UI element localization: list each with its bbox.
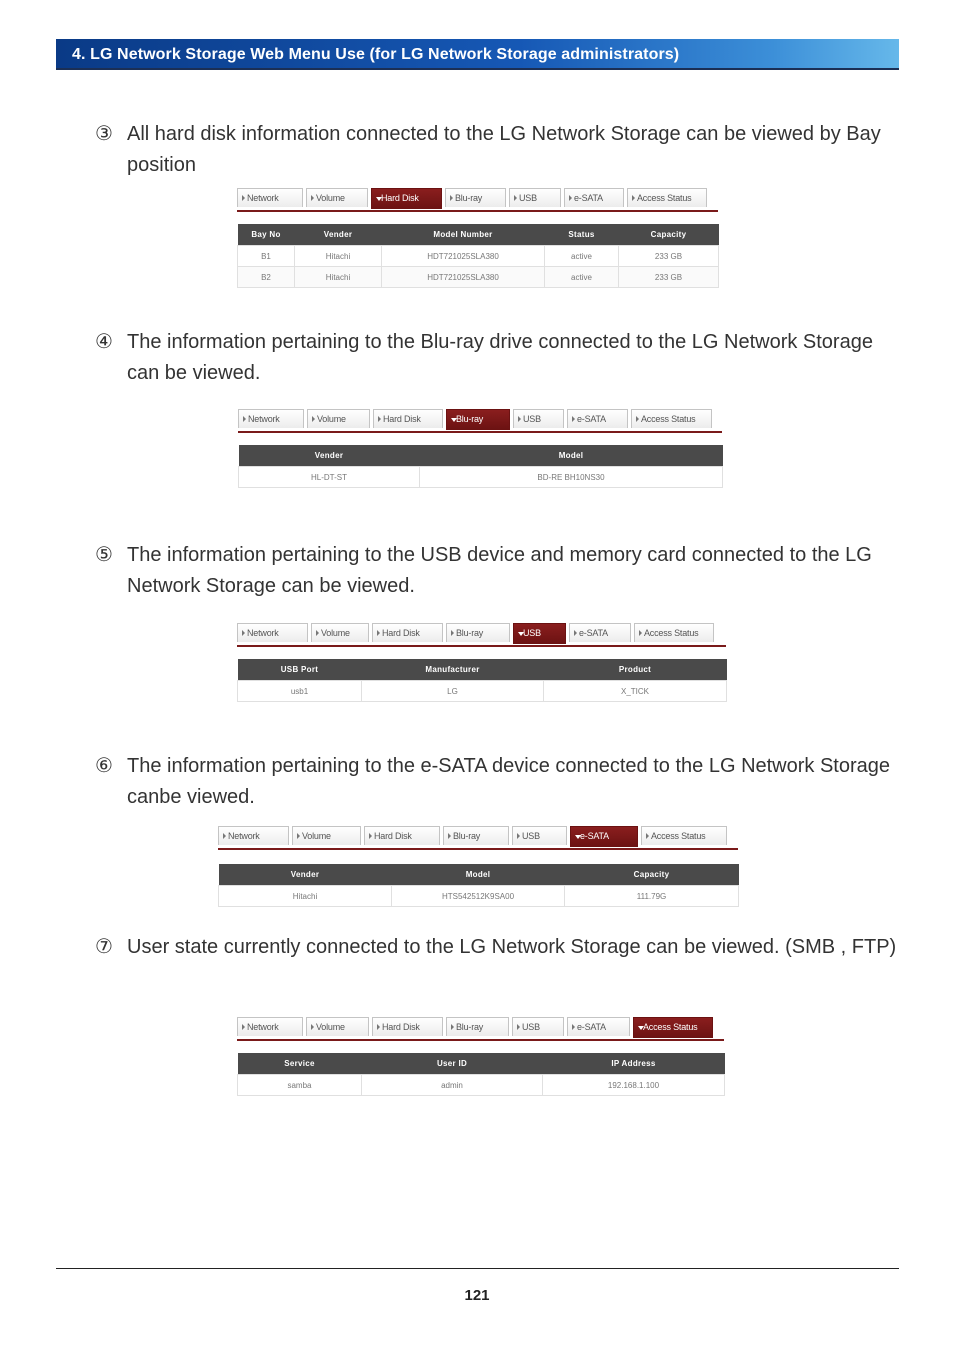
section-4 <box>95 327 905 389</box>
tab-bar <box>237 623 726 647</box>
section-number: ⑥ <box>95 755 113 777</box>
tab-bar <box>237 188 718 212</box>
tab-e-sata[interactable]: e-SATA <box>570 826 638 847</box>
e-sata-panel <box>218 826 738 901</box>
column-header: Vender <box>295 224 382 246</box>
tab-hard-disk[interactable]: Hard Disk <box>371 188 442 209</box>
table-cell: 192.168.1.100 <box>543 1075 725 1096</box>
column-header: User ID <box>362 1053 543 1075</box>
table-row <box>238 681 727 702</box>
section-6 <box>95 751 905 813</box>
tab-bar <box>218 826 738 850</box>
section-number: ⑤ <box>95 544 113 566</box>
table-row <box>238 267 719 288</box>
tab-e-sata[interactable]: e-SATA <box>569 623 631 642</box>
table-cell: Hitachi <box>295 246 382 267</box>
section-text: All hard disk information connected to the LG Network Storage can be viewed by Bay position <box>127 123 881 176</box>
tab-hard-disk[interactable]: Hard Disk <box>364 826 440 845</box>
table-cell: usb1 <box>238 681 362 702</box>
section-7 <box>95 932 905 963</box>
tab-blu-ray[interactable]: Blu-ray <box>446 1017 509 1036</box>
table-cell: active <box>545 267 619 288</box>
table-row <box>238 1075 725 1096</box>
table-cell: admin <box>362 1075 543 1096</box>
column-header: Capacity <box>619 224 719 246</box>
tab-network[interactable]: Network <box>237 623 308 642</box>
tab-network[interactable]: Network <box>237 188 303 207</box>
access-status-table <box>237 1053 725 1096</box>
table-header-row <box>238 224 719 246</box>
tab-blu-ray[interactable]: Blu-ray <box>443 826 509 845</box>
blu-ray-panel <box>238 409 722 482</box>
column-header: Model <box>392 864 565 886</box>
e-sata-table <box>218 864 739 907</box>
tab-network[interactable]: Network <box>237 1017 303 1036</box>
table-header-row <box>238 659 727 681</box>
tab-network[interactable]: Network <box>218 826 289 845</box>
tab-volume[interactable]: Volume <box>306 188 368 207</box>
column-header: USB Port <box>238 659 362 681</box>
table-row <box>238 246 719 267</box>
table-cell: Hitachi <box>295 267 382 288</box>
table-row <box>219 886 739 907</box>
tab-e-sata[interactable]: e-SATA <box>567 409 628 428</box>
footer-divider <box>56 1268 899 1269</box>
tab-network[interactable]: Network <box>238 409 304 428</box>
table-header-row <box>238 1053 725 1075</box>
section-text: The information pertaining to the Blu-ray drive connected to the LG Network Storage can be viewed. <box>127 331 873 384</box>
blu-ray-table <box>238 445 723 488</box>
column-header: Model <box>420 445 723 467</box>
tab-e-sata[interactable]: e-SATA <box>564 188 624 207</box>
table-header-row <box>239 445 723 467</box>
access-status-panel <box>237 1017 724 1090</box>
tab-blu-ray[interactable]: Blu-ray <box>446 623 510 642</box>
table-cell: X_TICK <box>544 681 727 702</box>
section-text: The information pertaining to the e-SATA device connected to the LG Network Storage canbe viewed. <box>127 755 891 808</box>
table-cell: HTS542512K9SA00 <box>392 886 565 907</box>
chapter-title: 4. LG Network Storage Web Menu Use (for LG Network Storage administrators) <box>72 46 680 63</box>
table-cell: active <box>545 246 619 267</box>
section-3 <box>95 119 905 181</box>
tab-bar <box>237 1017 724 1041</box>
usb-table <box>237 659 727 702</box>
table-cell: HDT721025SLA380 <box>382 246 545 267</box>
tab-usb[interactable]: USB <box>509 188 561 207</box>
column-header: Product <box>544 659 727 681</box>
table-cell: Hitachi <box>219 886 392 907</box>
table-cell: B1 <box>238 246 295 267</box>
tab-access-status[interactable]: Access Status <box>633 1017 713 1038</box>
tab-hard-disk[interactable]: Hard Disk <box>372 623 443 642</box>
table-cell: LG <box>362 681 544 702</box>
column-header: Manufacturer <box>362 659 544 681</box>
hard-disk-table <box>237 224 719 288</box>
tab-access-status[interactable]: Access Status <box>627 188 707 207</box>
tab-volume[interactable]: Volume <box>292 826 361 845</box>
tab-e-sata[interactable]: e-SATA <box>567 1017 630 1036</box>
section-5 <box>95 540 905 602</box>
tab-access-status[interactable]: Access Status <box>634 623 714 642</box>
table-cell: HDT721025SLA380 <box>382 267 545 288</box>
usb-panel <box>237 623 726 696</box>
tab-usb[interactable]: USB <box>512 1017 564 1036</box>
tab-volume[interactable]: Volume <box>306 1017 369 1036</box>
tab-hard-disk[interactable]: Hard Disk <box>373 409 443 428</box>
table-cell: 111.79G <box>565 886 739 907</box>
column-header: Model Number <box>382 224 545 246</box>
tab-blu-ray[interactable]: Blu-ray <box>445 188 506 207</box>
hard-disk-panel <box>237 188 718 282</box>
column-header: Bay No <box>238 224 295 246</box>
table-row <box>239 467 723 488</box>
tab-access-status[interactable]: Access Status <box>641 826 727 845</box>
table-cell: HL-DT-ST <box>239 467 420 488</box>
page-number: 121 <box>464 1287 490 1304</box>
tab-volume[interactable]: Volume <box>311 623 369 642</box>
tab-bar <box>238 409 722 433</box>
column-header: Status <box>545 224 619 246</box>
tab-usb[interactable]: USB <box>512 826 567 845</box>
column-header: IP Address <box>543 1053 725 1075</box>
table-cell: samba <box>238 1075 362 1096</box>
tab-hard-disk[interactable]: Hard Disk <box>372 1017 443 1036</box>
section-text: User state currently connected to the LG Network Storage can be viewed. (SMB , FTP) <box>127 936 897 958</box>
table-header-row <box>219 864 739 886</box>
table-cell: 233 GB <box>619 246 719 267</box>
column-header: Capacity <box>565 864 739 886</box>
column-header: Vender <box>239 445 420 467</box>
column-header: Service <box>238 1053 362 1075</box>
tab-blu-ray[interactable]: Blu-ray <box>446 409 510 430</box>
section-number: ⑦ <box>95 936 113 958</box>
tab-usb[interactable]: USB <box>513 409 564 428</box>
table-cell: 233 GB <box>619 267 719 288</box>
table-cell: BD-RE BH10NS30 <box>420 467 723 488</box>
table-cell: B2 <box>238 267 295 288</box>
tab-access-status[interactable]: Access Status <box>631 409 712 428</box>
tab-volume[interactable]: Volume <box>307 409 370 428</box>
section-number: ③ <box>95 123 113 145</box>
section-number: ④ <box>95 331 113 353</box>
tab-usb[interactable]: USB <box>513 623 566 644</box>
section-text: The information pertaining to the USB device and memory card connected to the LG Network Storage can be viewed. <box>127 544 872 597</box>
column-header: Vender <box>219 864 392 886</box>
chapter-header-bar <box>56 39 899 70</box>
